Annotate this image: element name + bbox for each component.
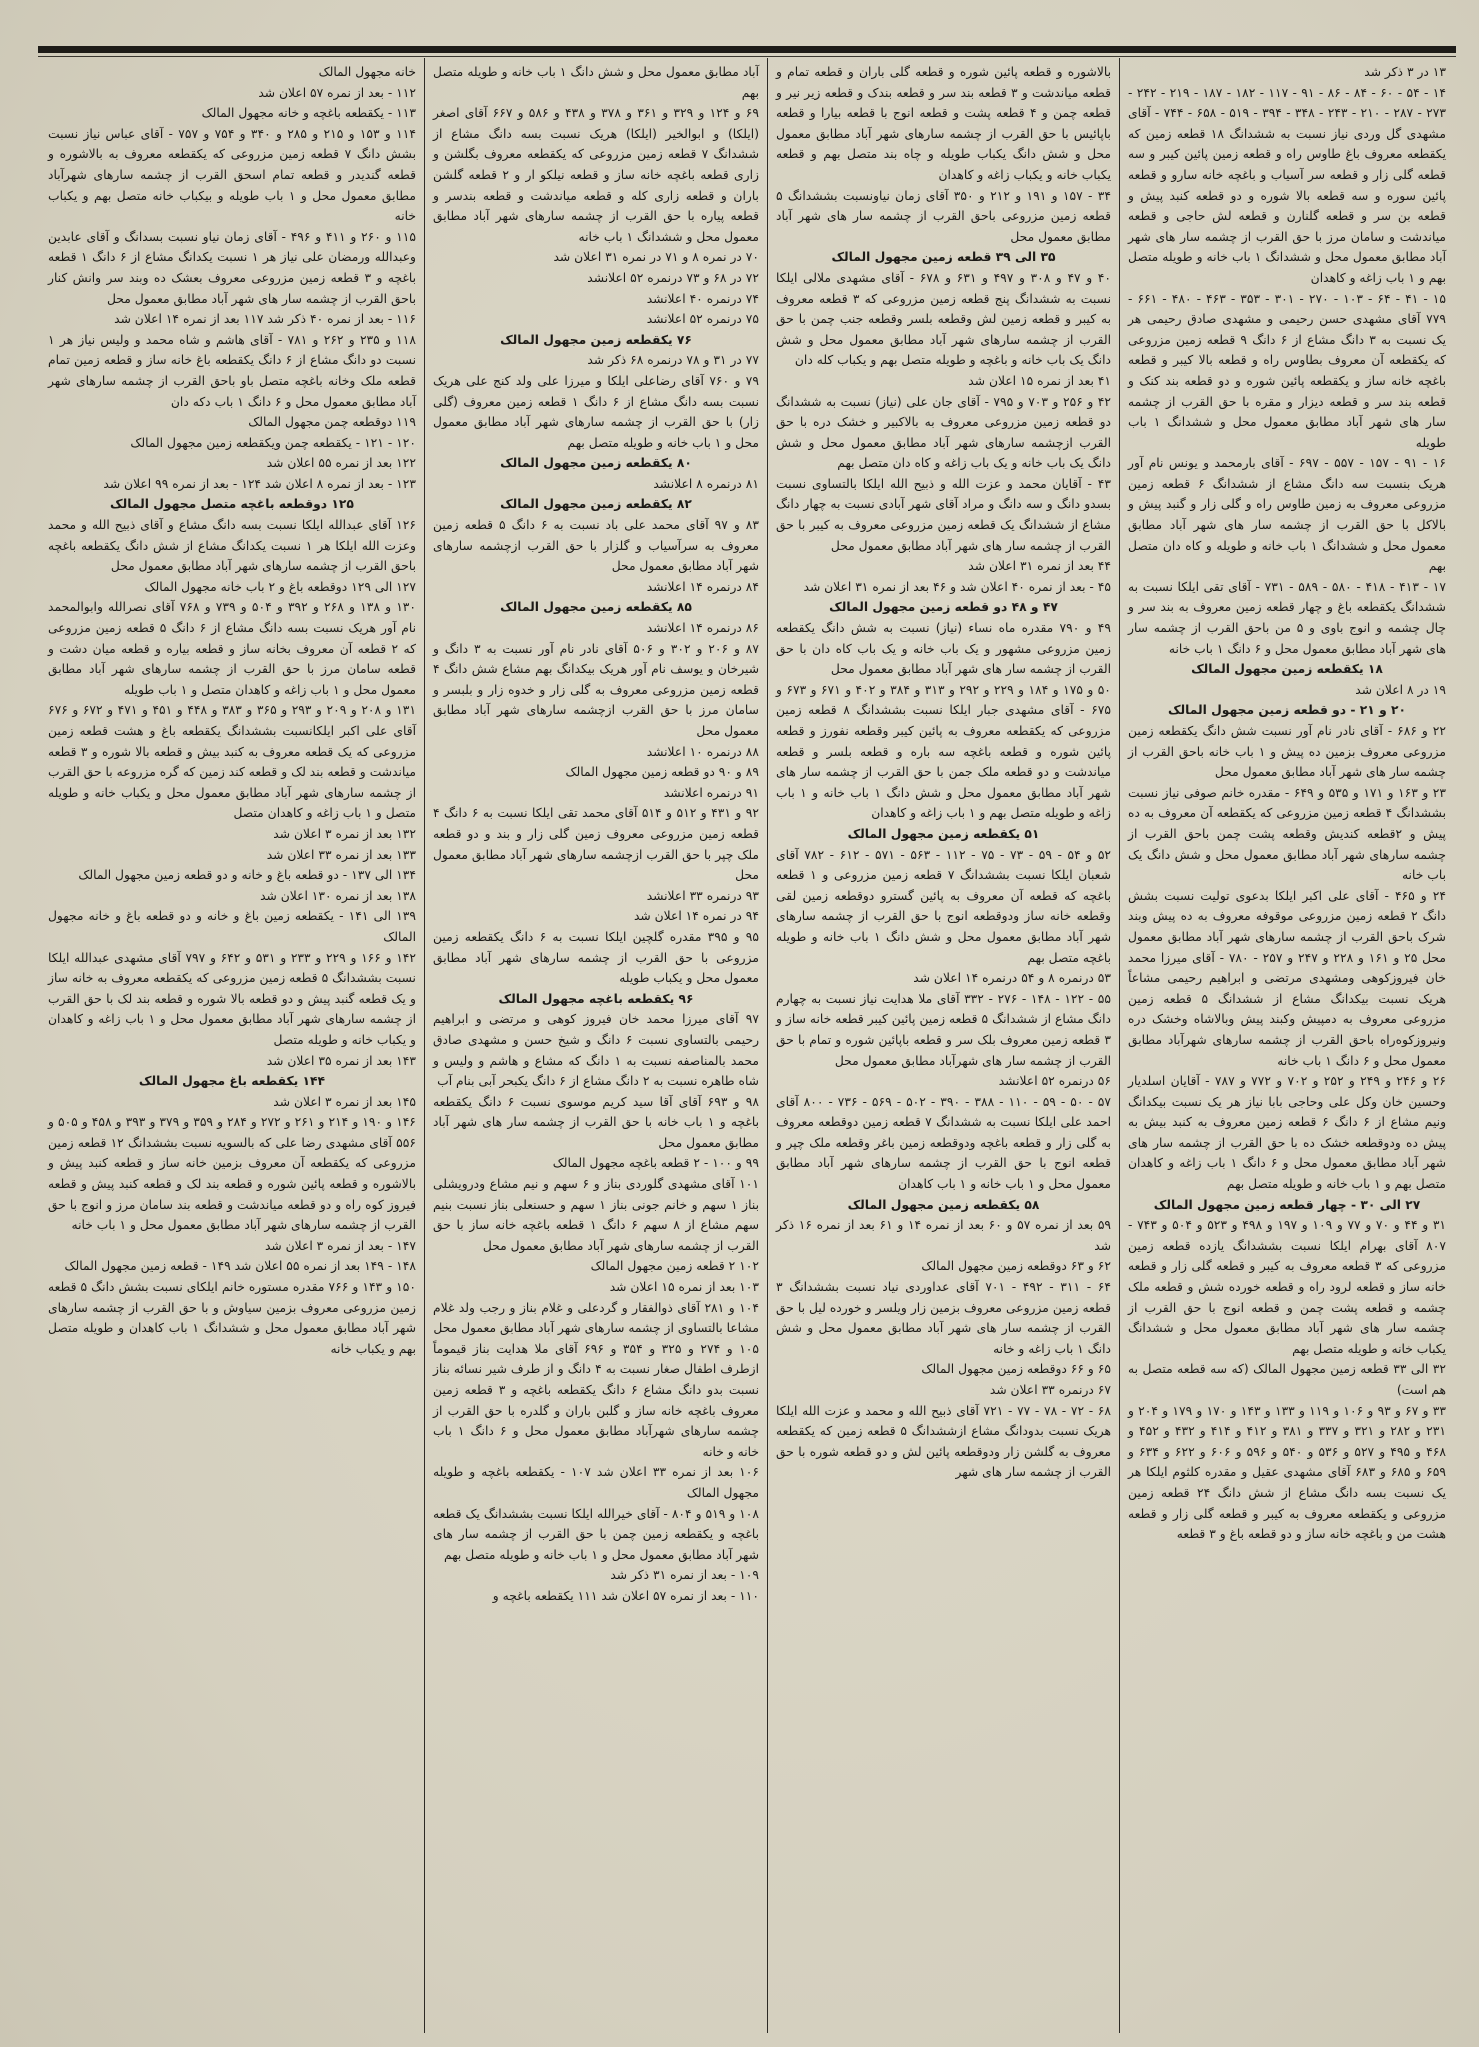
notice-entry: ۱۱۵ و ۲۶۰ و ۴۱۱ و ۴۹۶ - آقای زمان نیاو نسبت بسدانگ و آقای عابدین وعبدالله ورمضان علی نیاز هر ۱ نسبت یکدانگ مشاع از ۶ دانگ ۱ قطعه باغچه و ۳ قطعه زمین مزروعی معروف بعشک ده وبند سر وانش کنار باحق القرب از چشمه سار های شهر آباد مطابق معمول محل bbox=[48, 229, 416, 306]
notice-heading: ۵۸ یکقطعه زمین مجهول المالک bbox=[847, 1197, 1040, 1212]
notice-entry: ۱۱۸ و ۲۳۵ و ۲۶۲ و ۷۸۱ - آقای هاشم و شاه محمد و ولیس نیاز هر ۱ نسبت دو دانگ مشاع از ۶ دانگ یکقطعه باغ خانه ساز و قطعه زمین تمام قطعه ملک وخانه باغچه متصل باو باحق القرب از چشمه سارهای شهر آباد مطابق معمول محل و ۶ دانگ ۱ باب دکه دان bbox=[48, 332, 417, 409]
notice-entry: ۸۹ و ۹۰ دو قطعه زمین مجهول المالک bbox=[565, 765, 759, 780]
notice-entry: ۱۴۶ و ۱۹۰ و ۲۱۴ و ۲۶۱ و ۲۷۲ و ۲۸۴ و ۳۵۹ و ۳۷۹ و ۳۹۳ و ۴۵۸ و ۵۰۵ و ۵۵۶ آقای مشهدی رضا علی که بالسویه نسبت بششدانگ ۱۲ قطعه زمین مزروعی که یکقطعه آن معروف بزمین خانه ساز و قطعه کنبد پیش و بالاشوره و قطعه پائین شوره و قطعه بند لک و قطعه کنبد پیش و قطعه فیروز کوه راه و دو قطعه میاندشت و قطعه بند سامان مرز و انوج با حق القرب از چشمه سارهای شهر آباد مطابق معمول محل و ۱ باب خانه bbox=[48, 1115, 416, 1233]
notice-entry: ۷۹ و ۷۶۰ آقای رضاعلی ایلکا و میرزا علی ولد کنج علی هریک نسبت بسه دانگ مشاع از ۶ دانگ ۱ قطعه زمین معروف (گلی زار) با حق القرب از چشمه سارهای شهر آباد مطابق معمول محل و ۱ باب خانه و طویله متصل بهم bbox=[433, 373, 759, 450]
notice-entry: ۴۳ - آقایان محمد و عزت الله و ذبیح الله ایلکا بالتساوی نسبت بسدو دانگ و سه دانگ و مراد آقای شهر آبادی نسبت به چهار دانگ مشاع از ششدانگ یک قطعه زمین مزروعی معروف به کیبر با حق القرب از چشمه سار های شهر آباد مطابق معمول محل bbox=[776, 476, 1111, 553]
notice-entry: ۶۷ درنمره ۳۳ اعلان شد bbox=[989, 1383, 1111, 1397]
notice-entry: ۱۳۳ بعد از نمره ۳۳ اعلان شد bbox=[266, 847, 416, 862]
notice-entry: ۱۳۲ بعد از نمره ۳ اعلان شد bbox=[273, 826, 416, 841]
notice-entry: ۱۴۵ بعد از نمره ۳ اعلان شد bbox=[273, 1094, 416, 1109]
notice-entry: ۹۸ و ۶۹۳ آقای آقا سید کریم موسوی نسبت ۶ دانگ یکقطعه باغچه و ۱ باب خانه با حق القرب از چشمه سار های شهر آباد مطابق معمول محل bbox=[433, 1094, 760, 1150]
notice-entry: ۱۰۱ آقای مشهدی گلوردی بناز و ۶ سهم و نیم مشاع ودرویشلی بناز ۱ سهم و خانم جونی بناز ۱ سهم و حسنعلی بناز نسبت بنیم سهم مشاع از ۸ سهم ۶ دانگ ۱ قطعه باغچه خانه ساز با حق القرب از چشمه سارهای شهر آباد مطابق معمول محل bbox=[433, 1177, 759, 1253]
notice-entry: ۱۳۰ و ۱۳۸ و ۲۶۸ و ۳۹۲ و ۵۰۴ و ۷۳۹ و ۷۶۸ آقای نصرالله وابوالمحمد نام آور هریک نسبت بسه دانگ مشاع از ۶ دانگ ۵ قطعه زمین مزروعی که ۲ قطعه آن معروف بخانه ساز و قطعه بیاره و قطعه میان دشت و قطعه سامان مرز با حق القرب از چشمه سارهای شهر آباد مطابق معمول محل و ۱ باب زاغه و کاهدان متصل و ۱ باب طویله bbox=[48, 600, 417, 697]
notice-entry: ۱۲۲ بعد از نمره ۵۵ اعلان شد bbox=[266, 456, 416, 471]
notice-entry: ۱۵۰ و ۱۴۳ و ۷۶۶ مقدره مستوره خانم ایلکای نسبت بشش دانگ ۵ قطعه زمین مزروعی معروف بزمین سیاوش و با حق القرب از چشمه سارهای شهر آباد مطابق معمول محل و ششدانگ ۱ باب کاهدان و طویله متصل بهم و یکباب خانه bbox=[48, 1280, 417, 1356]
notice-entry: ۲۴ و ۴۶۵ - آقای علی اکبر ایلکا بدعوی تولیت نسبت بشش دانگ ۲ قطعه زمین مزروعی موقوفه معروف به ده پیش وبند شرک باحق القرب از چشمه سارهای شهر آباد مطابق معمول محل ۲۵ و ۱۶۱ و ۲۲۸ و ۲۴۷ و ۲۵۷ - ۷۸۰ - آقای میرزا محمد خان فیروزکوهی ومشهدی مرتضی و ابراهیم رحیمی مشاعاً هریک نسبت بیکدانگ مشاع از ششدانگ ۵ قطعه زمین مزروعی معروف به دمپیش وکبند پیش وبالاشاه وخشک دره ونیروزکوه‌راه باحق القرب از چشمه سارهای شهرآباد مطابق معمول محل و ۶ دانگ ۱ باب خانه bbox=[1128, 888, 1446, 1068]
notice-entry: ۱۴۷ - بعد از نمره ۳ اعلان شد bbox=[264, 1238, 416, 1253]
notice-entry: بالاشوره و قطعه پائین شوره و قطعه گلی باران و قطعه تمام و قطعه میاندشت و ۳ قطعه بند سر و قطعه بندک و قطعه زیر نیر و قطعه چمن و ۴ قطعه پشت و قطعه انوج با قطعه بیارا و قطعه باپائیس با حق القرب از چشمه سارهای شهر آباد مطابق معمول محل و شش دانگ یکباب طویله و چاه بند متصل بهم و قطعه یکباب خانه و یکباب زاغه و کاهدان bbox=[776, 65, 1111, 182]
notice-entry: ۵۶ درنمره ۵۲ اعلانشد bbox=[998, 1074, 1111, 1089]
notice-entry: ۴۹ و ۷۹۰ مقدره ماه نساء (نیاز) نسبت به شش دانگ یکقطعه زمین مزروعی مشهور و یک باب خانه و یک باب کاه دان با حق القرب از چشمه سار های شهر آباد مطابق معمول محل bbox=[776, 621, 1111, 677]
notice-entry: ۵۰ و ۱۷۵ و ۱۸۴ و ۲۲۹ و ۲۹۲ و ۳۱۳ و ۳۸۴ و ۴۰۲ و ۶۷۱ و ۶۷۳ و ۶۷۵ - آقای مشهدی جبار ایلکا نسبت بششدانگ ۸ قطعه زمین مزروعی که یکقطعه معروف به پائین کیبر وقطعه نفورز و قطعه پائین شوره و قطعه باغچه سه باره و قطعه بلسر و قطعه میاندشت و دو قطعه ملک جمن با حق القرب از چشمه سار های شهر آباد مطابق معمول محل و شش دانگ ۱ باب خانه و ۱ باب زاغه و طویله متصل بهم و ۱ باب زاغه و کاهدان bbox=[776, 682, 1112, 821]
notice-entry: ۶۵ و ۶۶ دوقطعه زمین مجهول المالک bbox=[921, 1362, 1111, 1377]
notice-entry: ۹۹ و ۱۰۰ - ۲ قطعه باغچه مجهول المالک bbox=[552, 1156, 759, 1171]
notice-entry: ۶۲ و ۶۳ دوقطعه زمین مجهول المالک bbox=[921, 1259, 1111, 1274]
notice-entry: ۱۲۰ - ۱۲۱ - یکقطعه چمن ویکقطعه زمین مجهول المالک bbox=[130, 435, 416, 450]
notice-heading: ۱۴۴ یکقطعه باغ مجهول المالک bbox=[138, 1074, 326, 1089]
column-3 bbox=[424, 58, 767, 2033]
notice-entry: ۸۳ و ۹۷ آقای محمد علی باد نسبت به ۶ دانگ ۵ قطعه زمین معروف به سرآسیاب و گلزار با حق القرب ازچشمه سارهای شهر آباد مطابق معمول محل bbox=[433, 518, 759, 574]
notice-entry: ۱۰۵ و ۲۷۴ و ۳۲۵ و ۳۵۴ و ۶۹۶ آقای ملا هدایت بناز قیموماً ازطرف اطفال صغار نسبت به ۴ دانگ و از طرف شیر نسائه بناز نسبت بدو دانگ مشاع ۶ دانگ یکقطعه باغچه و ۳ قطعه زمین معروف باغچه خانه ساز و گلبن باران و گلدره با حق القرب از چشمه سارهای شهرآباد مطابق معمول محل و ۶ دانگ ۱ باب خانه و خانه bbox=[433, 1341, 760, 1459]
notice-entry: ۱۲۳ - بعد از نمره ۸ اعلان شد ۱۲۴ - بعد از نمره ۹۹ اعلان شد bbox=[103, 476, 416, 491]
notice-entry: ۸۴ درنمره ۱۴ اعلانشد bbox=[646, 579, 759, 594]
column-1 bbox=[1119, 58, 1454, 2033]
notice-entry: ۱۲۶ آقای عبدالله ایلکا نسبت بسه دانگ مشاع و آقای ذبیح الله و محمد وعزت الله ایلکا هر ۱ نسبت یکدانگ مشاع از شش دانگ یکقطعه باغچه باحق القرب از چشمه سارهای شهر آباد مطابق معمول محل bbox=[48, 518, 416, 574]
notice-entry: ۴۲ و ۲۵۶ و ۷۰۳ و ۷۹۵ - آقای جان علی (نیاز) نسبت به ششدانگ دو قطعه زمین مزروعی معروف به بالاکبیر و خشک دره با حق القرب ازچشمه سارهای شهر آباد مطابق معمول محل و شش دانگ یک باب خانه و یک باب زاغه و کاه دان متصل بهم bbox=[776, 394, 1112, 471]
notice-entry: ۴۱ بعد از نمره ۱۵ اعلان شد bbox=[968, 373, 1111, 388]
top-thick-rule bbox=[38, 46, 1456, 53]
notice-entry: ۱۱۲ - بعد از نمره ۵۷ اعلان شد bbox=[258, 85, 416, 100]
notice-entry: ۱۴۲ و ۱۶۶ و ۲۲۹ و ۲۳۳ و ۵۳۱ و ۶۴۲ و ۷۹۷ آقای مشهدی عبدالله ایلکا نسبت بششدانگ ۵ قطعه زمین مزروعی که یکقطعه معروف به خانه ساز و یک قطعه گنبد پیش و دو قطعه بالا شوره و قطعه بند لک با حق القرب از چشمه سارهای شهر آباد مطابق معمول محل و ۱ باب زاغه و کاهدان و یکباب خانه و طویله متصل bbox=[48, 950, 417, 1047]
notice-entry: ۹۷ آقای میرزا محمد خان فیروز کوهی و مرتضی و ابراهیم رحیمی بالتساوی نسبت ۶ دانگ و شیخ حسن و مشهدی صادق محمد بالمناصفه نسبت به ۱ دانگ که مشاع و هاشم و ولیس و شاه طاهره نسبت به ۲ دانگ مشاع از ۶ دانگ یکبحر آبی بنام آب bbox=[433, 1012, 760, 1089]
notice-entry: ۱۳۴ الی ۱۳۷ - دو قطعه باغ و خانه و دو قطعه زمین مجهول المالک bbox=[78, 868, 416, 883]
top-thin-rule bbox=[38, 56, 1456, 57]
notice-heading: ۱۲۵ دوقطعه باغچه متصل مجهول المالک bbox=[110, 497, 354, 512]
notice-entry: ۱۹ در ۸ اعلان شد bbox=[1355, 682, 1446, 697]
notice-entry: ۳۱ و ۴۴ و ۷۰ و ۷۷ و ۱۰۹ و ۱۹۷ و ۴۹۸ و ۵۲۳ و ۵۰۴ و ۷۴۳ - ۸۰۷ آقای بهرام ایلکا نسبت بششدانگ یازده قطعه زمین مزروعی که ۳ قطعه معروف به کیبر و قطعه گلی زار و قطعه خانه ساز و قطعه لرود راه و قطعه خورده شش و قطعه ملک چشمه و قطعه پشت چمن و قطعه انوج با حق القرب از چشمه سار های شهر آباد مطابق معمول محل و ششدانگ یکباب خانه و طویله متصل بهم bbox=[1128, 1218, 1447, 1356]
column-4 bbox=[40, 58, 424, 2033]
notice-entry: ۱۰۴ و ۲۸۱ آقای ذوالفقار و گردعلی و غلام بناز و رجب ولد غلام مشاعا بالتساوی از چشمه سارهای شهر آباد مطابق معمول محل bbox=[433, 1300, 759, 1336]
notice-heading: ۹۶ یکقطعه باغچه مجهول المالک bbox=[498, 991, 694, 1006]
notice-entry: خانه مجهول المالک bbox=[318, 65, 416, 79]
notice-entry: ۵۷ - ۵۰ - ۵۹ - ۱۱۰ - ۳۸۸ - ۳۹۰ - ۵۰۲ - ۵۶۹ - ۷۳۶ - ۸۰۰ آقای احمد علی ایلکا نسبت به ششدانگ ۷ قطعه زمین دوقطعه معروف به گلی زار و قطعه باغچه ودوقطعه زمین باغر وقطعه ملک چپر و قطعه انوج با حق القرب از چشمه سارهای شهر آباد مطابق معمول محل و ۱ باب خانه و ۱ باب کاهدان bbox=[776, 1094, 1112, 1192]
notice-entry: ۱۳۱ و ۲۰۸ و ۲۰۹ و ۲۹۳ و ۳۶۵ و ۳۸۳ و ۴۴۸ و ۴۵۱ و ۴۷۱ و ۶۷۲ و ۶۷۶ آقای علی اکبر ایلکانسبت بششدانگ یکقطعه باغ و هشت قطعه زمین مزروعی که یک قطعه معروف به کنبد بیش و قطعه بالا شوره و ۳ قطعه میاندشت و قطعه بند لک و قطعه کند زمین که گره مزروعه با حق القرب از چشمه سارهای شهر آباد مطابق معمول محل و یکباب خانه و طویله متصل و ۱ باب زاغه و کاهدان متصل bbox=[48, 703, 416, 821]
notice-heading: ۲۷ الی ۳۰ - چهار قطعه زمین مجهول المالک bbox=[1153, 1197, 1421, 1212]
notice-entry: ۷۵ درنمره ۵۲ اعلانشد bbox=[646, 312, 759, 327]
notice-entry: ۸۸ درنمره ۱۰ اعلانشد bbox=[646, 744, 759, 759]
notice-entry: ۱۱۰ - بعد از نمره ۵۷ اعلان شد ۱۱۱ یکقطعه باغچه و bbox=[492, 1588, 759, 1603]
notice-entry: ۲۶ و ۲۴۶ و ۲۴۹ و ۲۵۲ و ۷۰۲ و ۷۷۲ و ۷۸۷ - آقایان اسلدیار وحسین خان وکل علی وحاجی بابا نیاز هر یک نسبت بیکدانگ ونیم مشاع از ۶ دانگ ۶ قطعه زمین معروف به کنبد بیش به پیش ده ودوقطعه خشک ده با حق القرب از چشمه سار های شهر آباد مطابق معمول محل و ۶ دانگ ۱ باب زاغه و کاهدان متصل بهم و ۱ باب خانه و طویله متصل بهم bbox=[1128, 1074, 1447, 1192]
notice-entry: ۶۹ و ۱۲۴ و ۳۲۹ و ۳۶۱ و ۳۷۸ و ۴۳۸ و ۵۸۶ و ۶۶۷ آقای اصغر (ایلکا) و ابوالخیر (ایلکا) هریک نسبت بسه دانگ مشاع از ششدانگ ۷ قطعه زمین مزروعی که یکقطعه معروف بگلشن و زاری قطعه باغچه خانه ساز و قطعه نیلکو ار و ۲ قطعه گلشن باران و قطعه زاری کله و قطعه میاندشت و قطعه بندسر و قطعه پیاره با حق القرب از چشمه سارهای شهر آباد مطابق معمول محل و ششدانگ ۱ باب خانه bbox=[433, 106, 759, 244]
notice-entry: ۶۴ - ۳۱۱ - ۴۹۲ - ۷۰۱ آقای عداوردی نیاد نسبت بششدانگ ۳ قطعه زمین مزروعی معروف بزمین زار ویلسر و خورده لیل با حق القرب از چشمه سار های شهر آباد مطابق معمول محل و شش دانگ ۱ باب زاغه و خانه bbox=[776, 1280, 1111, 1356]
notice-entry: ۱۰۹ - بعد از نمره ۳۱ ذکر شد bbox=[610, 1568, 759, 1583]
column-2 bbox=[767, 58, 1119, 2033]
notice-entry: ۱۴۳ بعد از نمره ۳۵ اعلان شد bbox=[266, 1053, 416, 1068]
notice-entry: ۱۴۸ - ۱۴۹ بعد از نمره ۵۵ اعلان شد ۱۴۹ - قطعه زمین مجهول المالک bbox=[64, 1259, 416, 1274]
notice-entry: ۱۰۳ بعد از نمره ۱۵ اعلان شد bbox=[609, 1280, 759, 1295]
notice-entry: ۸۶ درنمره ۱۴ اعلانشد bbox=[646, 621, 759, 636]
text-columns bbox=[40, 58, 1454, 2033]
notice-entry: ۳۲ الی ۳۳ قطعه زمین مجهول المالک (که سه قطعه متصل به هم است) bbox=[1128, 1362, 1446, 1397]
notice-entry: ۹۴ در نمره ۱۴ اعلان شد bbox=[633, 909, 759, 924]
notice-entry: ۲۳ و ۱۶۳ و ۱۷۱ و ۵۳۵ و ۶۴۹ - مقدره خانم صوفی نیاز نسبت بششدانگ ۴ قطعه زمین مزروعی که یکقطعه آن معروف به ده پیش و ۲قطعه کندیش وقطعه پشت چمن باحق القرب از چشمه سارهای شهر آباد مطابق معمول محل و شش دانگ یک باب خانه bbox=[1128, 785, 1446, 883]
notice-entry: ۴۴ بعد از نمره ۳۱ اعلان شد bbox=[968, 559, 1111, 574]
notice-entry: ۱۲۷ الی ۱۲۹ دوقطعه باغ و ۲ باب خانه مجهول المالک bbox=[144, 579, 416, 594]
notice-entry: ۹۱ درنمره اعلانشد bbox=[663, 785, 759, 800]
notice-entry: ۹۳ درنمره ۳۳ اعلانشد bbox=[646, 888, 759, 903]
notice-entry: ۱۳ در ۳ ذکر شد bbox=[1364, 65, 1446, 79]
notice-entry: ۷۷ در ۳۱ و ۷۸ درنمره ۶۸ ذکر شد bbox=[587, 353, 759, 368]
notice-entry: ۱۱۹ دوقطعه چمن مجهول المالک bbox=[248, 415, 416, 430]
notice-entry: ۱۱۶ - بعد از نمره ۴۰ ذکر شد ۱۱۷ بعد از نمره ۱۴ اعلان شد bbox=[114, 312, 416, 327]
notice-entry: ۳۳ و ۶۷ و ۹۳ و ۱۰۶ و ۱۱۹ و ۱۳۳ و ۱۴۳ و ۱۷۰ و ۱۷۹ و ۲۰۴ و ۲۳۱ و ۲۸۲ و ۳۲۱ و ۳۳۷ و ۳۸۱ و ۴۱۲ و ۴۱۴ و ۴۳۲ و ۴۵۲ و ۴۶۸ و ۴۹۵ و ۵۲۷ و ۵۳۶ و ۵۴۰ و ۵۹۶ و ۶۰۶ و ۶۲۲ و ۶۳۴ و ۶۵۹ و ۶۸۵ و ۶۸۳ آقای مشهدی عقیل و مقدره کلثوم ایلکا هر یک نسبت بسه دانگ مشاع از شش دانگ ۲۴ قطعه زمین مزروعی و یکقطعه معروف به کیبر و قطعه گلی زار و قطعه هشت من و باغچه خانه ساز و دو قطعه باغ و ۳ قطعه bbox=[1128, 1403, 1446, 1542]
notice-entry: ۱۰۸ و ۵۱۹ و ۸۰۴ - آقای خیرالله ایلکا نسبت بششدانگ یک قطعه باغچه و یکقطعه زمین چمن با حق القرب از چشمه سار های شهر آباد مطابق معمول محل و ۱ باب خانه و طویله متصل بهم bbox=[433, 1506, 759, 1562]
notice-entry: ۱۰۲ ۲ قطعه زمین مجهول المالک bbox=[590, 1259, 759, 1274]
notice-entry: ۳۴ - ۱۵۷ و ۱۹۱ و ۲۱۲ و ۳۵۰ آقای زمان نیاونسبت بششدانگ ۵ قطعه زمین مزروعی باحق القرب از چشمه سار های شهر آباد مطابق معمول محل bbox=[776, 188, 1111, 244]
notice-entry: ۱۵ - ۴۱ - ۶۴ - ۱۰۳ - ۲۷۰ - ۳۰۱ - ۳۵۳ - ۴۶۳ - ۴۸۰ - ۶۶۱ - ۷۷۹ آقای مشهدی حسن رحیمی و مشهدی صادق رحیمی هر یک نسبت به ۳ دانگ مشاع از ۶ دانگ ۹ قطعه زمین مزروعی که یکقطعه آن معروف بطاوس راه و قطعه بالا کیبر و قطعه باغچه خانه ساز و یکقطعه پائین شوره و دو قطعه بند کنک و قطعه بند سر و قطعه دیزار و مقره با حق القرب از چشمه سار های شهر آباد مطابق معمول محل و ششدانگ ۱ باب طویله bbox=[1128, 291, 1447, 450]
notice-entry: ۷۴ درنمره ۴۰ اعلانشد bbox=[646, 291, 759, 306]
notice-entry: ۵۹ بعد از نمره ۵۷ و ۶۰ بعد از نمره ۱۴ و ۶۱ بعد از نمره ۱۶ ذکر شد bbox=[776, 1218, 1112, 1253]
notice-entry: ۵۳ درنمره ۸ و ۵۴ درنمره ۱۴ اعلان شد bbox=[913, 971, 1111, 986]
notice-entry: ۵۵ - ۱۲۲ - ۱۴۸ - ۲۷۶ - ۳۳۲ آقای ملا هدایت نیاز نسبت به چهارم دانگ مشاع از ششدانگ ۵ قطعه زمین پائین کیبر قطعه خانه ساز و ۳ قطعه زمین معروف بلک سر و قطعه باپائین شوره و تمام با حق القرب از چشمه سار های شهرآباد مطابق معمول محل bbox=[776, 991, 1111, 1068]
notice-entry: ۱۳۹ الی ۱۴۱ - یکقطعه زمین باغ و خانه و دو قطعه باغ و خانه مجهول المالک bbox=[48, 909, 416, 944]
notice-entry: ۴۰ و ۴۷ و ۳۰۸ و ۴۹۷ و ۶۳۱ و ۶۷۸ - آقای مشهدی ملالی ایلکا نسبت به ششدانگ پنج قطعه زمین مزروعی که ۳ قطعه معروف به کیبر و قطعه زمین لش وقطعه بلسر وقطعه جنب چمن با حق القرب از چشمه سارهای شهر آباد مطابق معمول محل و شش دانگ یک باب خانه و باغچه و طویله متصل بهم و یکباب کله دان bbox=[776, 270, 1111, 368]
notice-entry: ۵۲ و ۵۴ - ۵۹ - ۷۳ - ۷۵ - ۱۱۲ - ۵۶۳ - ۵۷۱ - ۶۱۲ - ۷۸۲ آقای شعبان ایلکا نسبت بششدانگ ۷ قطعه زمین مزروعی و ۱ قطعه باغچه که قطعه آن معروف به پائین گسترو دوقطعه زمین لقی وقطعه خانه ساز ودوقطعه انوج با حق القرب از چشمه سارهای شهر آباد مطابق معمول محل و شش دانگ ۱ باب خانه و طویله باغچه متصل بهم bbox=[776, 847, 1112, 965]
notice-entry: ۱۴ - ۵۴ - ۶۰ - ۸۴ - ۸۶ - ۹۱ - ۱۱۷ - ۱۸۲ - ۱۸۷ - ۲۱۹ - ۲۴۲ - ۲۷۳ - ۲۸۷ - ۲۱۰ - ۲۴۳ - ۳۴۸ - ۳۹۴ - ۵۱۹ - ۶۵۸ - ۷۴۴ - آقای مشهدی گل وردی نیاز نسبت به ششدانگ ۱۸ قطعه زمین که یکقطعه معروف باغ طاوس راه و قطعه زمین پائین کیبر و سه قطعه گلی زار و قطعه سر آسیاب و باغچه خانه سارو و قطعه پائین سوره و سه قطعه بالا شوره و دو قطعه کنبد پیش و قطعه بن سر و قطعه گلنارن و قطعه لش حاجی و قطعه میاندشت و سامان مرز با حق القرب از چشمه سار های شهر آباد مطابق معمول محل و ششدانگ ۱ باب خانه و طویله متصل بهم و ۱ باب زاغه و کاهدان bbox=[1128, 85, 1446, 285]
notice-heading: ۸۰ یکقطعه زمین مجهول المالک bbox=[500, 456, 692, 471]
notice-heading: ۳۵ الی ۳۹ قطعه زمین مجهول المالک bbox=[831, 250, 1056, 265]
notice-entry: ۱۶ - ۹۱ - ۱۵۷ - ۵۵۷ - ۶۹۷ - آقای بارمحمد و یونس نام آور هریک بنسبت سه دانگ مشاع از ششدانگ ۶ قطعه زمین مزروعی معروف به زمین طاوس راه و گلی زار و گنبد پیش و بالاکل با حق القرب از چشمه سار های شهر آباد مطابق معمول محل و ششدانگ ۱ باب خانه و طویله و کاه دان متصل بهم bbox=[1128, 456, 1447, 574]
notice-entry: ۱۷ - ۴۱۳ - ۴۱۸ - ۵۸۰ - ۵۸۹ - ۷۳۱ - آقای تقی ایلکا نسبت به ششدانگ یکقطعه باغ و چهار قطعه زمین معروف به بند سر و چال چشمه و انوج باوی و ۵ من باحق القرب از چشمه سار های شهر آباد مطابق معمول محل و ۶ دانگ ۱ باب خانه bbox=[1128, 579, 1447, 656]
notice-entry: ۴۵ - بعد از نمره ۴۰ اعلان شد و ۴۶ بعد از نمره ۳۱ اعلان شد bbox=[803, 579, 1111, 594]
notice-entry: ۹۲ و ۴۳۱ و ۵۱۲ و ۵۱۴ آقای محمد تقی ایلکا نسبت به ۶ دانگ ۴ قطعه زمین مزروعی معروف زمین گلی زار و بند و دو قطعه ملک چپر با حق القرب ازچشمه سارهای شهر آباد مطابق معمول محل bbox=[433, 806, 760, 883]
notice-heading: ۷۶ یکقطعه زمین مجهول المالک bbox=[500, 332, 692, 347]
notice-entry: ۷۲ در ۶۸ و ۷۳ درنمره ۵۲ اعلانشد bbox=[587, 270, 759, 285]
notice-heading: ۵۱ یکقطعه زمین مجهول المالک bbox=[847, 826, 1040, 841]
notice-entry: ۱۳۸ بعد از نمره ۱۳۰ اعلان شد bbox=[260, 888, 416, 903]
notice-entry: ۱۱۳ - یکقطعه باغچه و خانه مجهول المالک bbox=[201, 106, 416, 121]
notice-heading: ۸۵ یکقطعه زمین مجهول المالک bbox=[500, 600, 692, 615]
notice-heading: ۲۰ و ۲۱ - دو قطعه زمین مجهول المالک bbox=[1167, 703, 1407, 718]
notice-entry: ۱۱۴ و ۱۵۳ و ۲۱۵ و ۲۸۵ و ۳۴۰ و ۷۵۴ و ۷۵۷ - آقای عباس نیاز نسبت بشش دانگ ۷ قطعه زمین مزروعی که یکقطعه معروف به بالاشوره و قطعه گندیدر و قطعه تمام اسحق القرب از چشمه سارهای شهرآباد مطابق معمول محل و ۱ باب طویله و بیکباب خانه متصل بهم و یکباب خانه bbox=[48, 126, 416, 224]
notice-entry: ۲۲ و ۶۸۶ - آقای نادر نام آور نسبت شش دانگ یکقطعه زمین مزروعی معروف بزمین ده پیش و ۱ باب خانه باحق القرب از چشمه سار های شهر آباد مطابق معمول محل bbox=[1128, 724, 1446, 780]
notice-entry: ۶۸ - ۷۲ - ۷۸ - ۷۷ - ۷۲۱ آقای ذبیح الله و محمد و عزت الله ایلکا هریک نسبت بدودانگ مشاع ازششدانگ ۵ قطعه زمین که یکقطعه معروف به گلشن زار ودوقطعه پائین لش و دو قطعه شوره با حق القرب از چشمه سار های شهر bbox=[776, 1403, 1112, 1480]
notice-heading: ۱۸ یکقطعه زمین مجهول المالک bbox=[1191, 662, 1383, 677]
notice-entry: ۱۰۶ بعد از نمره ۳۳ اعلان شد ۱۰۷ - یکقطعه باغچه و طویله مجهول المالک bbox=[433, 1465, 759, 1500]
notice-heading: ۴۷ و ۴۸ دو قطعه زمین مجهول المالک bbox=[829, 600, 1058, 615]
notice-heading: ۸۲ یکقطعه زمین مجهول المالک bbox=[500, 497, 692, 512]
notice-entry: ۸۷ و ۲۰۶ و ۳۰۲ و ۵۰۶ آقای نادر نام آور نسبت به ۳ دانگ و شیرخان و یوسف نام آور هریک بیکدانگ بهم مشاع شش دانگ ۴ قطعه زمین مزروعی معروف به گلی زار و خدوه زار و بلبسر و سامان مرز با حق القرب ازچشمه سارهای شهر آباد مطابق معمول محل bbox=[433, 641, 759, 738]
notice-entry: ۷۰ در نمره ۸ و ۷۱ در نمره ۳۱ اعلان شد bbox=[553, 250, 759, 265]
notice-entry: آباد مطابق معمول محل و شش دانگ ۱ باب خانه و طویله متصل بهم bbox=[433, 65, 760, 100]
notice-entry: ۹۵ و ۳۹۵ مقدره گلچین ایلکا نسبت به ۶ دانگ یکقطعه زمین مزروعی با حق القرب از چشمه سارهای شهر آباد مطابق معمول محل و یکباب طویله bbox=[433, 929, 759, 986]
notice-entry: ۸۱ درنمره ۸ اعلانشد bbox=[653, 476, 759, 491]
